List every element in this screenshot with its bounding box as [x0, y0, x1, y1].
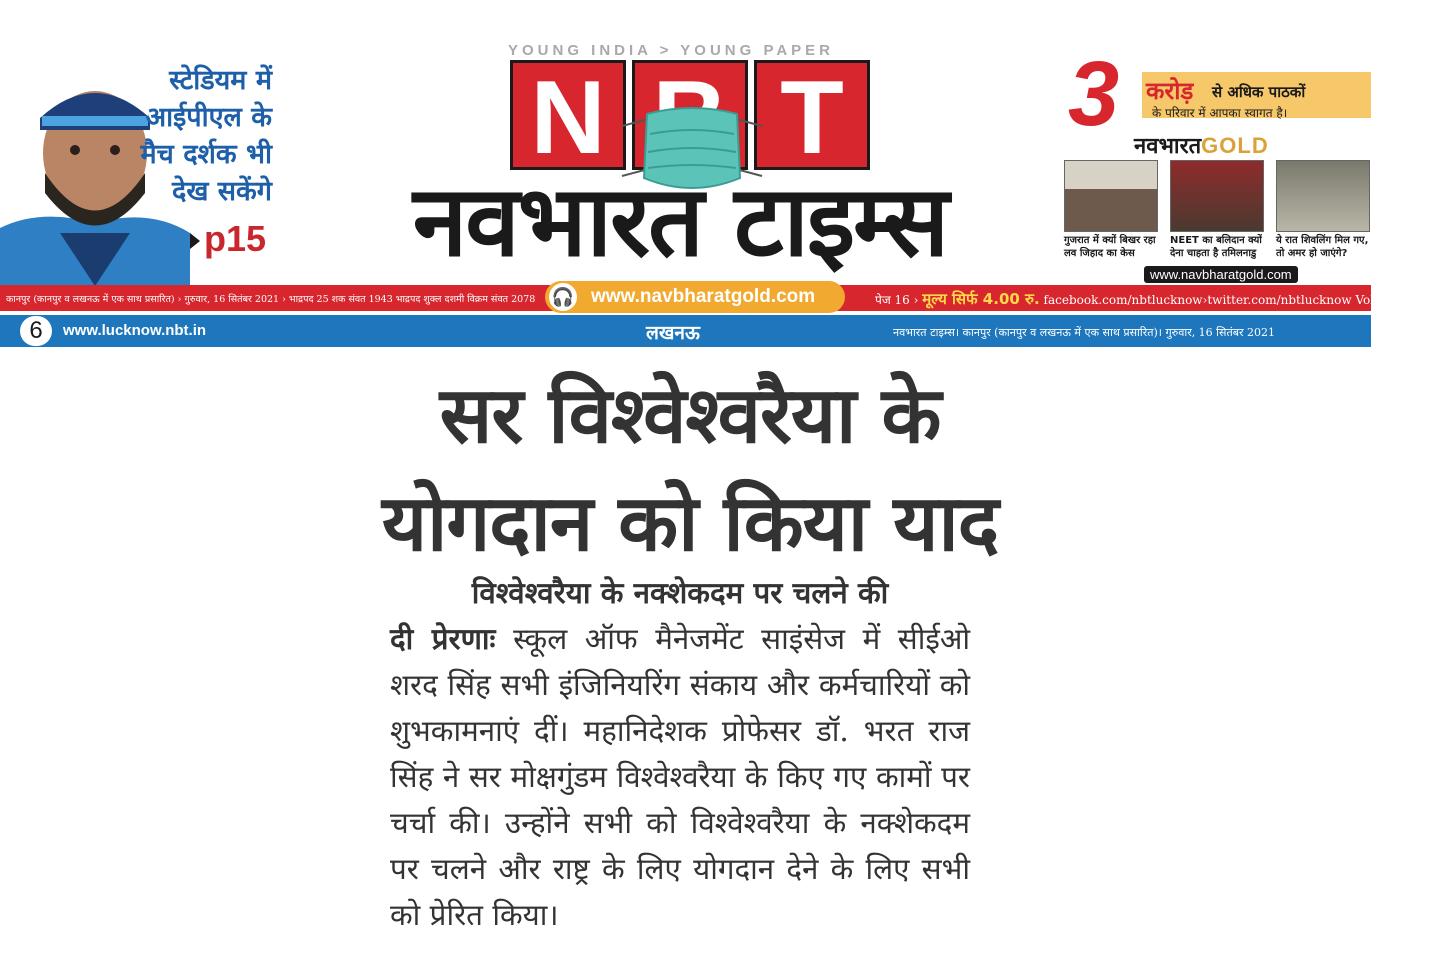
- gold-brand-gold: GOLD: [1201, 133, 1269, 158]
- price: मूल्य सिर्फ 4.00 रु.: [922, 290, 1040, 308]
- article-text: स्कूल ऑफ मैनेजमेंट साइंसेज में सीईओ शरद सिंह सभी इंजिनियरिंग संकाय और कर्मचारियों को शुभकामनाएं दीं। महानिदेशक प्रोफेसर डॉ. भरत राज सिंह ने सर मोक्षगुंडम विश्वेश्वरैया के किए गए कामों पर चर्चा की। उन्होंने सभी को विश्वेश्वरैया के नक्शेकदम पर चलने और राष्ट्र के लिए योगदान देने के लिए सभी को प्रेरित किया।: [390, 622, 970, 932]
- edition-info: नवभारत टाइम्स। कानपुर (कानपुर व लखनऊ में एक साथ प्रसारित)। गुरुवार, 16 सितंबर 2021: [893, 326, 1276, 339]
- article-lead: विश्वेश्वरैया के नक्शेकदम पर चलने की: [471, 576, 889, 610]
- story-thumbnail[interactable]: [1276, 160, 1370, 232]
- ipl-promo[interactable]: [0, 40, 290, 285]
- gold-audio-link[interactable]: [545, 281, 845, 313]
- promo-line: देख सकेंगे: [171, 176, 272, 207]
- welcome-text: के परिवार में आपका स्वागत है।: [1152, 106, 1288, 120]
- newspaper-logo[interactable]: [330, 40, 1030, 285]
- gold-url-link[interactable]: www.navbharatgold.com: [1144, 266, 1298, 283]
- page-number: 6: [20, 316, 52, 346]
- story-captions: [1064, 234, 1371, 260]
- story-thumbnail[interactable]: [1170, 160, 1264, 232]
- city-section: लखनऊ: [646, 322, 700, 344]
- page-header-bar: [0, 315, 1371, 347]
- promo-line: मैच दर्शक भी: [140, 139, 272, 170]
- article-headline: [290, 362, 1090, 578]
- ipl-promo-text: [112, 62, 272, 210]
- crore-text: करोड़: [1146, 77, 1194, 105]
- volume-number: Vol.3 no.251: [1355, 293, 1431, 307]
- readers-count: 3: [1068, 43, 1120, 145]
- newspaper-title: नवभारत टाइम्स: [412, 165, 948, 279]
- promo-line: आईपीएल के: [145, 102, 272, 133]
- promo-page-link[interactable]: p15: [190, 218, 266, 260]
- gold-brand-hindi: नवभारत: [1134, 134, 1202, 159]
- social-links[interactable]: facebook.com/nbtlucknow›twitter.com/nbtlucknow: [1043, 293, 1352, 307]
- readers-text: से अधिक पाठकों: [1212, 83, 1306, 101]
- page-count: पेज 16 ›: [875, 293, 919, 307]
- story-caption[interactable]: गुजरात में क्यों बिखर रहा लव जिहाद का केस: [1064, 235, 1156, 259]
- story-thumbnails: [1064, 160, 1371, 232]
- price-info: [875, 289, 1431, 309]
- gold-brand: [1134, 130, 1269, 160]
- headline-line: सर विश्वेश्वरैया के: [439, 371, 941, 461]
- news-article: [290, 362, 1090, 932]
- story-caption[interactable]: ये रात शिवलिंग मिल गए, तो अमर हो जाएंगे?: [1276, 235, 1369, 259]
- logo-letter: T: [754, 60, 870, 170]
- site-url-link[interactable]: www.lucknow.nbt.in: [63, 322, 207, 339]
- story-thumbnail[interactable]: [1064, 160, 1158, 232]
- headline-line: योगदान को किया याद: [381, 479, 999, 569]
- edition-date: कानपुर (कानपुर व लखनऊ में एक साथ प्रसारित) › गुरुवार, 16 सितंबर 2021 › भाद्रपद 25 शक संवत 1943 भाद्रपद शुक्ल दशमी विक्रम संवत 2078: [6, 294, 536, 305]
- story-caption[interactable]: NEET का बलिदान क्यों देना चाहता है तमिलनाडु: [1170, 235, 1262, 259]
- gold-audio-url[interactable]: www.navbharatgold.com: [591, 286, 816, 307]
- article-body: [390, 570, 970, 938]
- logo-letter: N: [510, 60, 626, 170]
- headphone-icon: 🎧: [547, 281, 579, 313]
- gold-promo[interactable]: [1064, 43, 1371, 285]
- masthead: [0, 0, 1371, 285]
- tagline: YOUNG INDIA > YOUNG PAPER: [508, 42, 835, 59]
- article-lead-tail: दी प्रेरणाः: [390, 622, 496, 656]
- date-ticker: [0, 285, 1431, 311]
- promo-line: स्टेडियम में: [169, 65, 272, 96]
